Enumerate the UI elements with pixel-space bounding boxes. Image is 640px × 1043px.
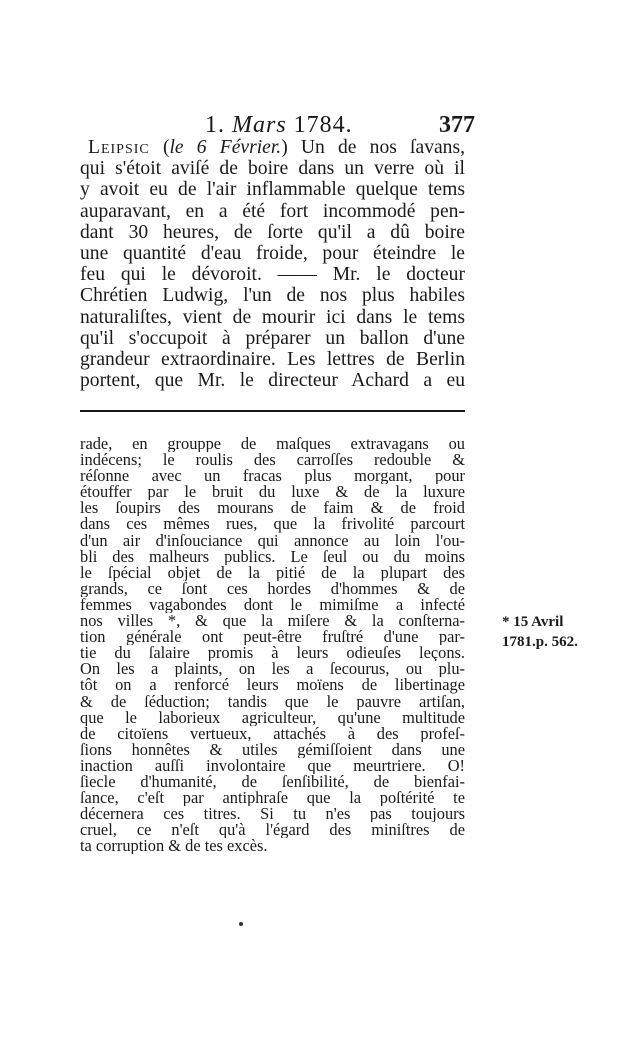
text-line: nos villes *, & que la miſere & la conſterna- bbox=[80, 613, 465, 630]
text-line: ſance, c'eſt par antiphraſe que la poſtérité te bbox=[80, 790, 465, 807]
paren-open: ( bbox=[162, 137, 170, 158]
text-line: d'un air d'inſouciance qui annonce au loin l'ou- bbox=[80, 532, 465, 549]
footnote-reference: 1781.p. 562. bbox=[502, 634, 578, 650]
section-divider bbox=[80, 410, 465, 412]
text-line: y avoit eu de l'air inflammable quelque tems bbox=[80, 179, 465, 201]
line-rest: ) Un de nos ſavans, bbox=[281, 137, 465, 158]
text-line: tie du ſalaire promis à leurs odieuſes leçons. bbox=[80, 645, 465, 662]
text-line: une quantité d'eau froide, pour éteindre le bbox=[80, 242, 465, 264]
text-line: les ſoupirs des mourans de faim & de froid bbox=[80, 500, 465, 517]
date-year: 1784. bbox=[286, 112, 353, 138]
header-date bbox=[205, 112, 353, 139]
text-line: & de ſéduction; tandis que le pauvre artiſan, bbox=[80, 693, 465, 710]
text-line: que le laborieux agriculteur, qu'une multitude bbox=[80, 709, 465, 726]
text-line: rade, en grouppe de maſques extravagans ou bbox=[80, 436, 465, 453]
text-line: étouffer par le bruit du luxe & de la luxure bbox=[80, 484, 465, 501]
text-line: auparavant, en a été fort incommodé pen- bbox=[80, 200, 465, 222]
text-line: feu qui le dévoroit. —— Mr. le docteur bbox=[80, 264, 465, 286]
footnote-margin-note bbox=[502, 612, 612, 652]
text-line: décernera ces titres. Si tu n'es pas toujours bbox=[80, 806, 465, 823]
text-line: tion générale ont peut-être fruſtré d'une par- bbox=[80, 629, 465, 646]
text-line: dant 30 heures, de ſorte qu'il a dû boire bbox=[80, 221, 465, 243]
text-line: naturaliſtes, vient de mourir ici dans le tems bbox=[80, 306, 465, 328]
ink-speck bbox=[239, 922, 243, 926]
text-line: ſiecle d'humanité, de ſenſibilité, de bienfai- bbox=[80, 773, 465, 791]
text-line: Chrétien Ludwig, l'un de nos plus habiles bbox=[80, 285, 465, 307]
text-line: ſions honnêtes & utiles gémiſſoient dans une bbox=[80, 741, 465, 758]
text-line: indécens; le roulis des carroſſes redouble & bbox=[80, 452, 465, 469]
text-line: cruel, ce n'eſt qu'à l'égard des miniſtres de bbox=[80, 822, 465, 839]
text-line: bli des malheurs publics. Le ſeul ou du moins bbox=[80, 548, 465, 565]
text-line bbox=[80, 137, 465, 158]
date-prefix: 1. bbox=[205, 112, 232, 138]
footnote-date: * 15 Avril bbox=[502, 614, 564, 630]
text-line: tôt on a renforcé leurs moïens de libertinage bbox=[80, 677, 465, 694]
text-line: qui s'étoit aviſé de boire dans un verre où il bbox=[80, 158, 465, 180]
text-line: le ſpécial objet de la pitié de la plupart des bbox=[80, 564, 465, 581]
text-line: grandeur extraordinaire. Les lettres de Berlin bbox=[80, 348, 465, 370]
date-month: Mars bbox=[232, 112, 287, 138]
text-line: qu'il s'occupoit à préparer un ballon d'une bbox=[80, 327, 465, 349]
dateline: le 6 Février. bbox=[169, 137, 282, 158]
text-line: réſonne avec un fracas plus morgant, pour bbox=[80, 468, 465, 485]
text-line: dans ces mêmes rues, que la frivolité parcourt bbox=[80, 516, 465, 533]
city-name: Leipsic bbox=[88, 137, 150, 158]
main-text-block bbox=[80, 137, 465, 391]
text-line: On les a plaints, on les a ſecourus, ou plu- bbox=[80, 661, 465, 678]
page-number: 377 bbox=[439, 112, 475, 138]
continued-text-block bbox=[80, 436, 465, 854]
text-line: inaction auſſi involontaire que meurtriere. O! bbox=[80, 757, 465, 774]
text-line: ta corruption & de tes excès. bbox=[80, 838, 268, 855]
text-line: femmes vagabondes dont le mimiſme a infecté bbox=[80, 596, 465, 614]
text-line: portent, que Mr. le directeur Achard a eu bbox=[80, 370, 465, 392]
text-line: grands, ce ſont ces hordes d'hommes & de bbox=[80, 580, 465, 597]
text-line: de citoïens vertueux, attachés à des profeſ- bbox=[80, 725, 465, 742]
